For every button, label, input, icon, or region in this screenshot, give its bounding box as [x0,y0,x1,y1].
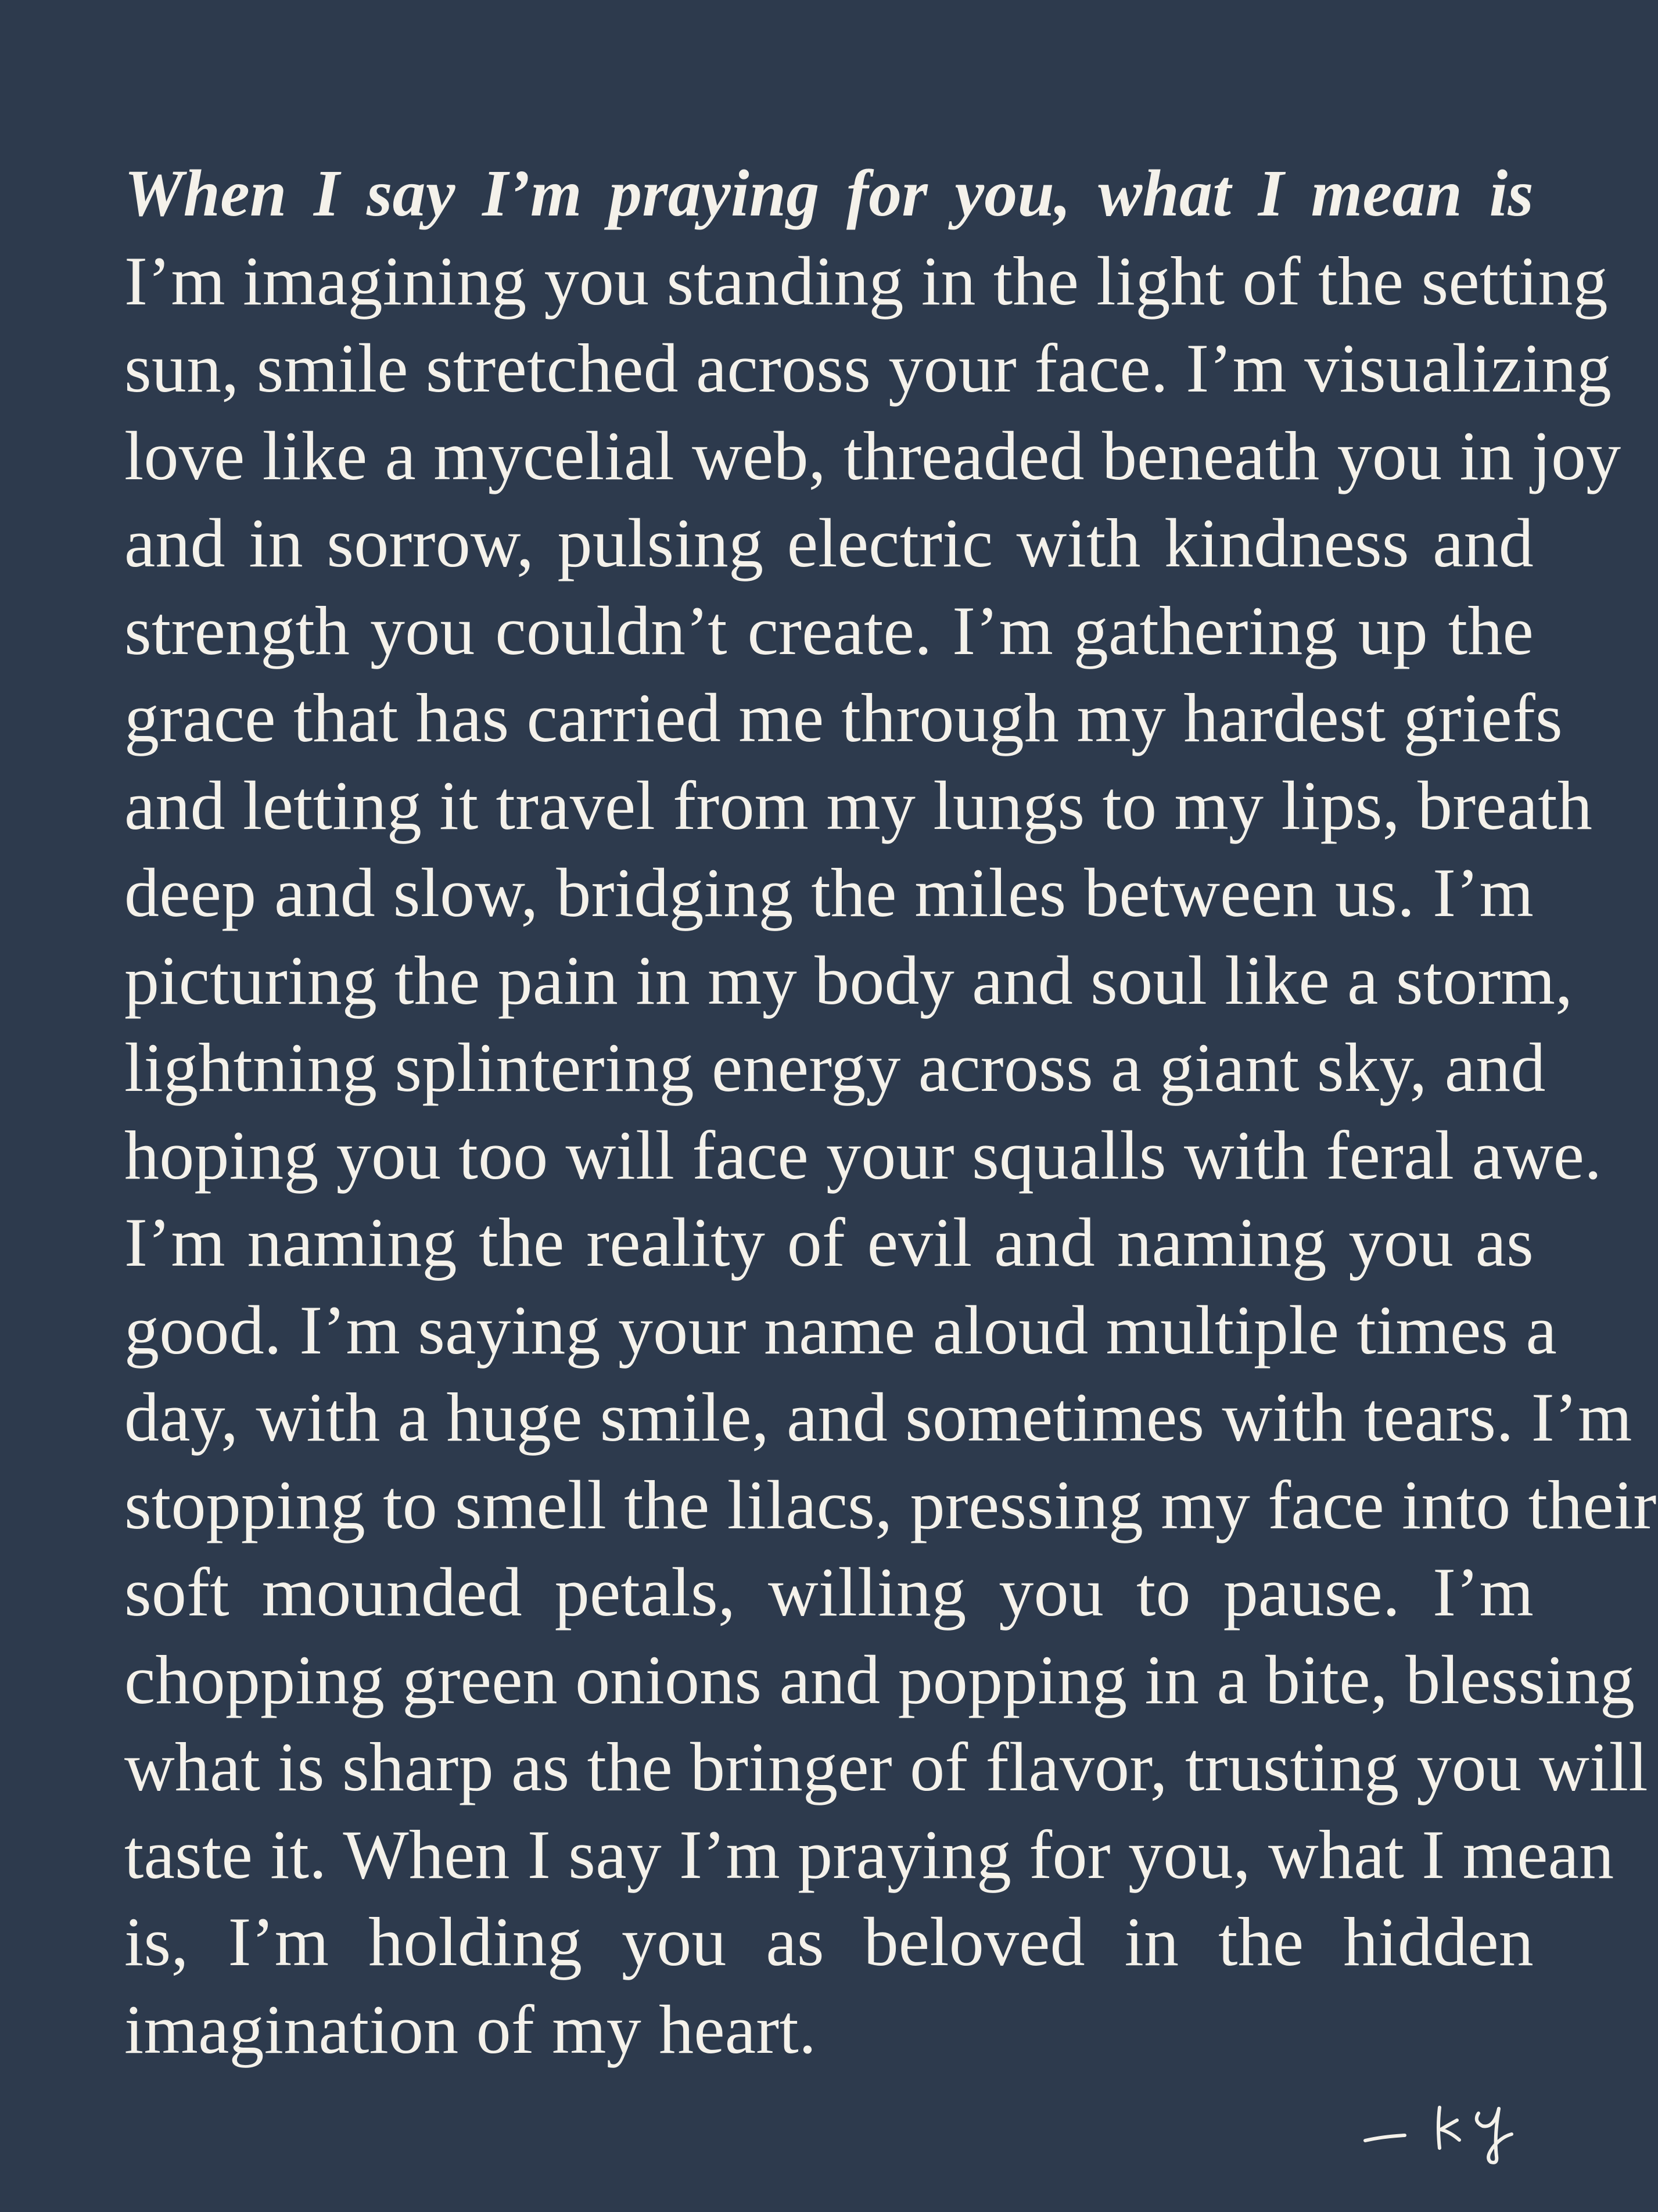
poem-line: grace that has carried me through my hardest griefs [124,679,1563,756]
poem-line: what is sharp as the bringer of flavor, trusting you will [124,1728,1648,1805]
poem-line: stopping to smell the lilacs, pressing my face into their [124,1466,1657,1543]
poem-line: and letting it travel from my lungs to my lips, breath [124,766,1593,844]
poem-line: strength you couldn’t create. I’m gathering up the [124,591,1534,669]
poem-line: chopping green onions and popping in a bite, blessing [124,1640,1635,1718]
poem-line: I’m naming the reality of evil and naming you as [124,1204,1534,1281]
poem-line: soft mounded petals, willing you to pause. I’m [124,1553,1534,1631]
poem-line: hoping you too will face your squalls with feral awe. [124,1116,1602,1194]
poem-line: good. I’m saying your name aloud multiple times a [124,1291,1557,1369]
handwritten-signature [1359,2080,1545,2167]
poem-line: is, I’m holding you as beloved in the hidden [124,1903,1534,1980]
poem-line: imagination of my heart. [124,1990,817,2068]
poem-line: lightning splintering energy across a giant sky, and [124,1029,1546,1106]
poem-line: I’m imagining you standing in the light of the setting [124,242,1608,319]
poem-line: sun, smile stretched across your face. I’m visualizing [124,329,1612,407]
poem-line: deep and slow, bridging the miles between us. I’m [124,854,1534,931]
poem-body [124,150,1657,2073]
poem-line: day, with a huge smile, and sometimes with tears. I’m [124,1378,1632,1456]
poem-line: and in sorrow, pulsing electric with kindness and [124,504,1534,581]
poem-line: love like a mycelial web, threaded beneath you in joy [124,416,1621,494]
poem-line: picturing the pain in my body and soul like a storm, [124,941,1573,1019]
poem-line: taste it. When I say I’m praying for you, what I mean [124,1815,1614,1893]
poem-lead-line: When I say I’m praying for you, what I mean is [124,156,1534,230]
